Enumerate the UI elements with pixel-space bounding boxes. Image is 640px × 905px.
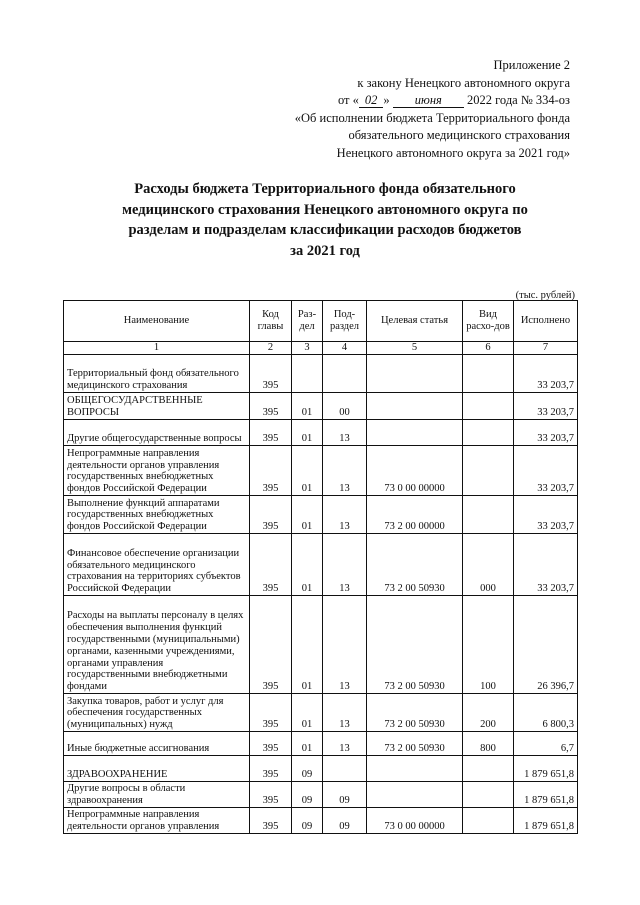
header-name: Наименование [64, 301, 250, 342]
table-row [64, 732, 578, 756]
row-name: Иные бюджетные ассигнования [64, 732, 250, 756]
title-line: разделам и подразделам классификации расходов бюджетов [128, 222, 522, 238]
row-executed: 1 879 651,8 [514, 782, 578, 808]
row-code: 395 [250, 808, 292, 834]
row-type [463, 355, 514, 393]
date-mid: » [383, 93, 390, 107]
row-executed: 33 203,7 [514, 393, 578, 420]
row-executed: 1 879 651,8 [514, 756, 578, 782]
row-name: ОБЩЕГОСУДАРСТВЕННЫЕ ВОПРОСЫ [64, 393, 250, 420]
row-subsection: 13 [323, 420, 367, 446]
row-target [367, 782, 463, 808]
row-type [463, 782, 514, 808]
row-section: 09 [292, 808, 323, 834]
table-row [64, 808, 578, 834]
header-target: Целевая статья [367, 301, 463, 342]
row-target: 73 2 00 00000 [367, 496, 463, 534]
row-code: 395 [250, 393, 292, 420]
row-section: 01 [292, 694, 323, 732]
row-subsection [323, 756, 367, 782]
header-executed: Исполнено [514, 301, 578, 342]
table-header-row [64, 301, 578, 342]
row-code: 395 [250, 446, 292, 496]
handwritten-day: 02 [359, 94, 384, 108]
row-name: Непрограммные направления деятельности органов управления государственных внебюджетных фондов Российской Федерации [64, 446, 250, 496]
table-row [64, 596, 578, 694]
table-row [64, 393, 578, 420]
row-executed: 33 203,7 [514, 446, 578, 496]
row-section: 09 [292, 782, 323, 808]
row-target [367, 393, 463, 420]
row-target [367, 420, 463, 446]
row-code: 395 [250, 596, 292, 694]
row-subsection: 13 [323, 694, 367, 732]
row-section: 09 [292, 756, 323, 782]
row-target: 73 0 00 00000 [367, 446, 463, 496]
row-name: ЗДРАВООХРАНЕНИЕ [64, 756, 250, 782]
row-name: Другие вопросы в области здравоохранения [64, 782, 250, 808]
row-subsection: 13 [323, 446, 367, 496]
col-number: 7 [514, 342, 578, 355]
row-executed: 33 203,7 [514, 534, 578, 596]
row-type: 800 [463, 732, 514, 756]
table-row [64, 446, 578, 496]
row-type [463, 420, 514, 446]
expenses-table [63, 300, 578, 834]
appendix-line: обязательного медицинского страхования [348, 128, 570, 142]
row-target [367, 355, 463, 393]
row-name: Финансовое обеспечение организации обязательного медицинского страхования на территориях субъектов Российской Федерации [64, 534, 250, 596]
units-label: (тыс. рублей) [515, 290, 575, 301]
row-type: 200 [463, 694, 514, 732]
row-section: 01 [292, 446, 323, 496]
header-subsection: Под-раздел [323, 301, 367, 342]
row-name: Выполнение функций аппаратами государственных внебюджетных фондов Российской Федерации [64, 496, 250, 534]
table-row [64, 782, 578, 808]
col-number: 1 [64, 342, 250, 355]
title-line: Расходы бюджета Территориального фонда обязательного [134, 181, 516, 197]
row-subsection: 13 [323, 596, 367, 694]
table-row [64, 694, 578, 732]
row-code: 395 [250, 355, 292, 393]
row-executed: 6,7 [514, 732, 578, 756]
row-subsection [323, 355, 367, 393]
handwritten-month: июня [393, 94, 464, 108]
row-subsection: 09 [323, 782, 367, 808]
row-name: Другие общегосударственные вопросы [64, 420, 250, 446]
row-section: 01 [292, 534, 323, 596]
table-row [64, 756, 578, 782]
row-code: 395 [250, 694, 292, 732]
table-row [64, 534, 578, 596]
row-target: 73 0 00 00000 [367, 808, 463, 834]
appendix-block [295, 57, 570, 162]
table-row [64, 420, 578, 446]
appendix-line: «Об исполнении бюджета Территориального фонда [294, 110, 570, 125]
document-title [95, 179, 555, 261]
row-subsection: 09 [323, 808, 367, 834]
title-line: за 2021 год [290, 242, 360, 259]
row-code: 395 [250, 534, 292, 596]
row-section: 01 [292, 496, 323, 534]
row-target: 73 2 00 50930 [367, 534, 463, 596]
row-code: 395 [250, 782, 292, 808]
row-target: 73 2 00 50930 [367, 596, 463, 694]
row-type [463, 808, 514, 834]
appendix-date-line [295, 92, 570, 110]
col-number: 3 [292, 342, 323, 355]
row-type [463, 496, 514, 534]
row-name: Закупка товаров, работ и услуг для обеспечения государственных (муниципальных) нужд [64, 694, 250, 732]
row-target: 73 2 00 50930 [367, 732, 463, 756]
title-line: медицинского страхования Ненецкого автономного округа по [122, 201, 528, 218]
row-subsection: 13 [323, 496, 367, 534]
column-number-row [64, 342, 578, 355]
row-section: 01 [292, 420, 323, 446]
row-target: 73 2 00 50930 [367, 694, 463, 732]
row-code: 395 [250, 732, 292, 756]
row-executed: 1 879 651,8 [514, 808, 578, 834]
col-number: 5 [367, 342, 463, 355]
row-executed: 26 396,7 [514, 596, 578, 694]
appendix-line: к закону Ненецкого автономного округа [357, 75, 570, 90]
row-subsection: 00 [323, 393, 367, 420]
row-executed: 33 203,7 [514, 420, 578, 446]
row-executed: 33 203,7 [514, 355, 578, 393]
row-type [463, 756, 514, 782]
row-subsection: 13 [323, 534, 367, 596]
row-section: 01 [292, 732, 323, 756]
row-section [292, 355, 323, 393]
row-code: 395 [250, 756, 292, 782]
row-name: Территориальный фонд обязательного медицинского страхования [64, 355, 250, 393]
row-section: 01 [292, 596, 323, 694]
col-number: 4 [323, 342, 367, 355]
date-suffix: 2022 года № 334-оз [466, 93, 570, 107]
row-section: 01 [292, 393, 323, 420]
row-code: 395 [250, 496, 292, 534]
row-name: Непрограммные направления деятельности органов управления [64, 808, 250, 834]
row-type: 000 [463, 534, 514, 596]
header-type: Вид расхо-дов [463, 301, 514, 342]
col-number: 6 [463, 342, 514, 355]
col-number: 2 [250, 342, 292, 355]
row-name: Расходы на выплаты персоналу в целях обеспечения выполнения функций государственными (муниципальными) органами, казенными учреждениями, органами управления государственными внебюджетными фондами [64, 596, 250, 694]
header-section: Раз-дел [292, 301, 323, 342]
table-row [64, 496, 578, 534]
header-code: Код главы [250, 301, 292, 342]
row-type [463, 446, 514, 496]
row-executed: 6 800,3 [514, 694, 578, 732]
row-target [367, 756, 463, 782]
row-type [463, 393, 514, 420]
row-executed: 33 203,7 [514, 496, 578, 534]
appendix-line: Приложение 2 [493, 58, 570, 72]
row-code: 395 [250, 420, 292, 446]
table-row [64, 355, 578, 393]
row-type: 100 [463, 596, 514, 694]
row-subsection: 13 [323, 732, 367, 756]
appendix-line: Ненецкого автономного округа за 2021 год» [336, 145, 570, 160]
date-prefix: от « [337, 93, 359, 107]
